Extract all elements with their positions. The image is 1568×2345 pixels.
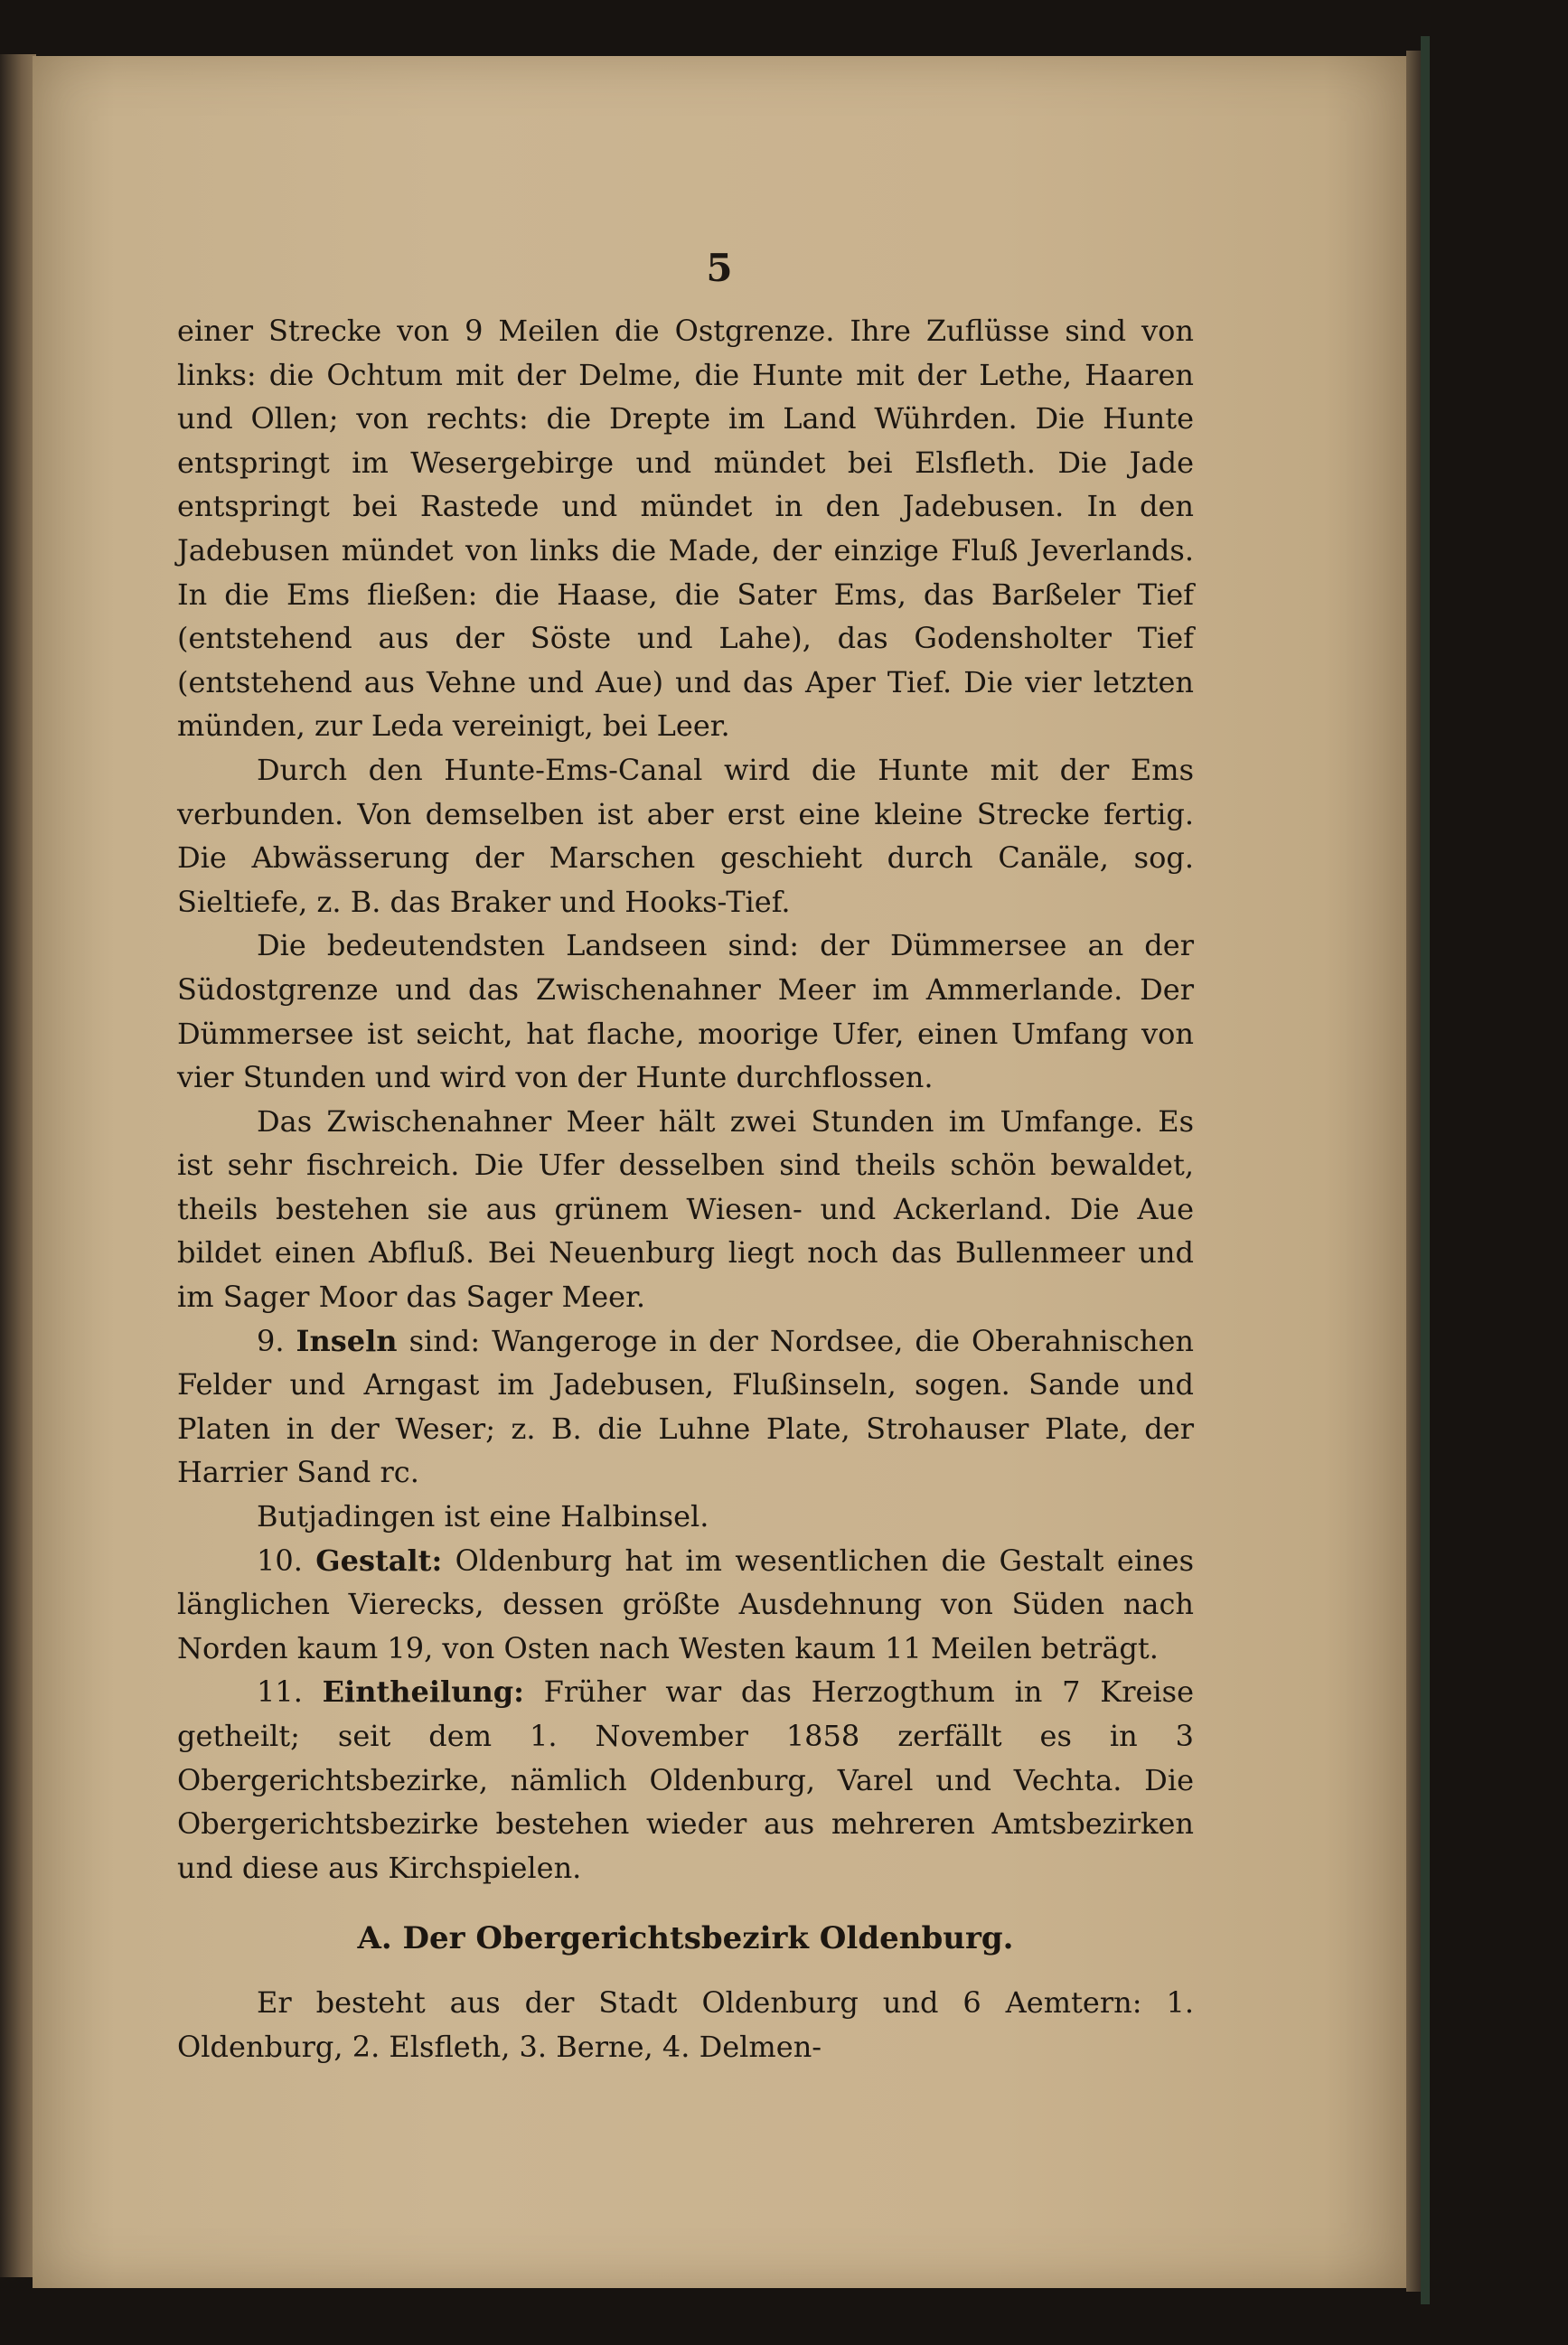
paragraph-canal: Durch den Hunte-Ems-Canal wird die Hunte mit der Ems verbunden. Von demselben ist aber erst eine kleine Strecke fertig. Die Abwässerung der Marschen geschieht durch Canäle, sog. Sieltiefe, z. B. das Braker und Hooks-Tief. [177, 752, 1194, 919]
section-islands [177, 1319, 1194, 1495]
page-body [177, 309, 1194, 2068]
section-text: sind: Wangeroge in der Nordsee, die Oberahnischen Felder und Arngast im Jadebusen, Flußinseln, sogen. Sande und Platen in der Weser; z. B. die Luhne Plate, Strohauser Plate, der Harrier Sand rc. [177, 1323, 1195, 1490]
paragraph-peninsula: Butjadingen ist eine Halbinsel. [257, 1499, 709, 1534]
book-spine [0, 54, 36, 2277]
section-division [177, 1670, 1194, 1890]
section-heading: Eintheilung: [322, 1674, 524, 1710]
section-number: 9. [257, 1323, 285, 1358]
section-text: Oldenburg hat im wesentlichen die Gestalt eines länglichen Vierecks, dessen größte Ausdehnung von Süden nach Norden kaum 19, von Osten nach Westen kaum 11 Meilen beträgt. [177, 1543, 1195, 1665]
paragraph-zwischenahn: Das Zwischenahner Meer hält zwei Stunden im Umfange. Es ist sehr fischreich. Die Ufer desselben sind theils schön bewaldet, theils bestehen sie aus grünem Wiesen- und Ackerland. Die Aue bildet einen Abfluß. Bei Neuenburg liegt noch das Bullenmeer und im Sager Moor das Sager Meer. [177, 1103, 1194, 1315]
section-shape [177, 1539, 1194, 1671]
book-cover-edge [1421, 36, 1430, 2304]
chapter-title: A. Der Obergerichtsbezirk Oldenburg. [357, 1920, 1014, 1957]
book-page [33, 56, 1406, 2288]
paragraph-rivers: einer Strecke von 9 Meilen die Ostgrenze. Ihre Zuflüsse sind von links: die Ochtum mit der Delme, die Hunte mit der Lethe, Haaren und Ollen; von rechts: die Drepte im Land Wührden. Die Hunte entspringt im Wesergebirge und mündet bei Elsfleth. Die Jade entspringt bei Rastede und mündet in den Jadebusen. In den Jadebusen mündet von links die Made, der einzige Fluß Jeverlands. In die Ems fließen: die Haase, die Sater Ems, das Barßeler Tief (entstehend aus der Söste und Lahe), das Godensholter Tief (entstehend aus Vehne und Aue) und das Aper Tief. Die vier letzten münden, zur Leda vereinigt, bei Leer. [177, 314, 1194, 744]
section-heading: Inseln [296, 1323, 398, 1358]
section-text: Früher war das Herzogthum in 7 Kreise getheilt; seit dem 1. November 1858 zerfällt es in 3 Obergerichtsbezirke, nämlich Oldenburg, Varel und Vechta. Die Obergerichtsbezirke bestehen wieder aus mehreren Amtsbezirken und diese aus Kirchspielen. [177, 1674, 1195, 1885]
paragraph-closing: Er besteht aus der Stadt Oldenburg und 6 Aemtern: 1. Oldenburg, 2. Elsfleth, 3. Berne, 4. Delmen- [177, 1984, 1194, 2064]
page-edge [1406, 51, 1421, 2292]
section-number: 11. [257, 1674, 303, 1710]
page-number: 5 [706, 246, 733, 290]
section-heading: Gestalt: [315, 1543, 443, 1578]
section-number: 10. [257, 1543, 303, 1578]
paragraph-lakes: Die bedeutendsten Landseen sind: der Dümmersee an der Südostgrenze und das Zwischenahner Meer im Ammerlande. Der Dümmersee ist seicht, hat flache, moorige Ufer, einen Umfang von vier Stunden und wird von der Hunte durchflossen. [177, 928, 1194, 1095]
